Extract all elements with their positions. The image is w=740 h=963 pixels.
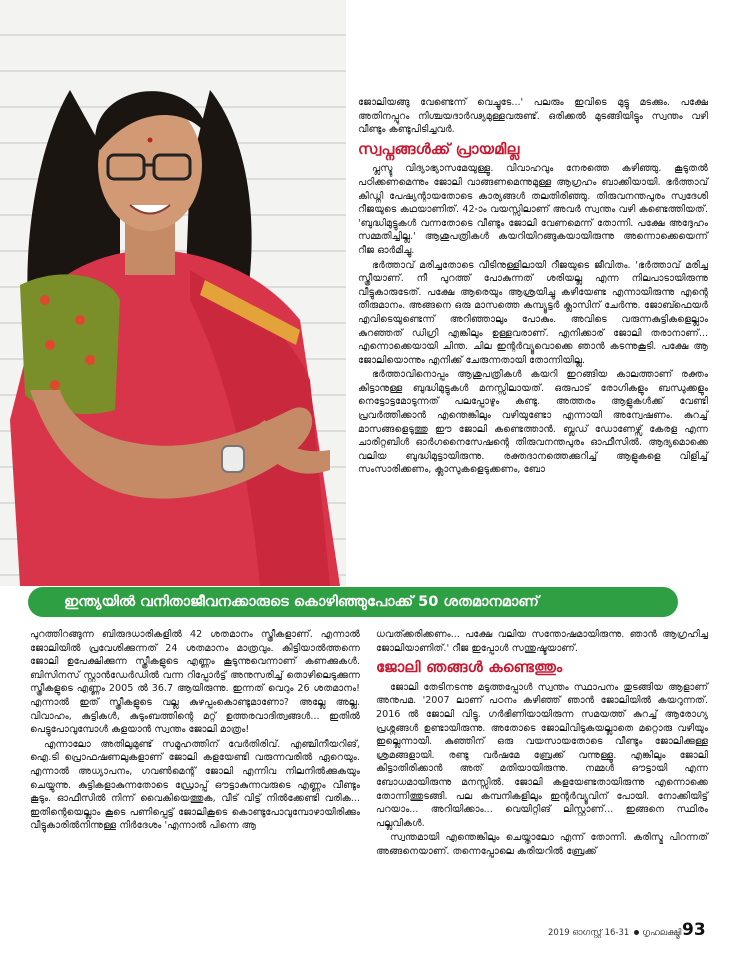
section-heading-dreams: സ്വപ്നങ്ങൾക്ക് പ്രായമില്ല — [358, 139, 520, 158]
paragraph: ഭർത്താവ് മരിച്ചതോടെ വീടിനുള്ളിലായി റീജയുടെ ജീവിതം. 'ഭർത്താവ് മരിച്ച സ്ത്രീയാണ്. നീ പുറത്ത് പോകുന്നത് ശരിയല്ല എന്ന നിലപാടായിരുന്നു വീട്ടുകാരുടേത്. പക്ഷേ ആരെയും ആശ്രയിച്ചു കഴിയേണ്ട എന്നായിരുന്നു എന്റെ തീരുമാനം. അങ്ങനെ ഒരു മാസത്തെ കമ്പ്യൂട്ടർ ക്ലാസിന് ചേർന്നു. ജോബ്ഫെയർ എവിടെയുണ്ടെന്ന് അറിഞ്ഞാലും പോകും. അവിടെ വരുന്നകുട്ടികളെല്ലാം കുറഞ്ഞത് ഡിഗ്രി എങ്കിലും ഉള്ളവരാണ്. എനിക്കാര് ജോലി തരാനാണ്... എന്നൊക്കെയായി ചിന്ത. ചില ഇന്റർവ്യൂവൊക്കെ ഞാൻ കടന്നുകൂടി. പക്ഷേ ആ ജോലിയൊന്നും എനിക്ക് ചേരുന്നതായി തോന്നിയില്ല. — [358, 259, 708, 366]
article-bottom-left-column — [30, 628, 360, 834]
article-right-column — [358, 96, 708, 478]
portrait-photo — [0, 0, 346, 586]
highlight-banner: ഇന്ത്യയിൽ വനിതാജീവനക്കാരുടെ കൊഴിഞ്ഞുപോക്ക് 50 ശതമാനമാണ് — [28, 587, 678, 617]
page-footer — [548, 928, 681, 938]
article-bottom-right-column — [376, 628, 708, 860]
paragraph: സ്വന്തമായി എന്തെങ്കിലും ചെയ്താലോ എന്ന് തോന്നി. കരിസ്മ പിറന്നത് അങ്ങനെയാണ്. തന്നെപ്പോലെ കരിയറിൽ ബ്രേക്ക് — [376, 832, 708, 857]
paragraph: ജോലി തേടിനടന്നു മടുത്തപ്പോൾ സ്വന്തം സ്ഥാപനം തുടങ്ങിയ ആളാണ് അനുപമ. '2007 ലാണ് പഠനം കഴിഞ്ഞ് ഞാൻ ജോലിയിൽ കയറുന്നത്. 2016 ൽ ജോലി വിട്ടു. ഗർഭിണിയായിരുന്ന സമയത്ത് കുറച്ച് ആരോഗ്യ പ്രശ്നങ്ങൾ ഉണ്ടായിരുന്നു. അതോടെ ജോലിവിടുകയല്ലാതെ മറ്റൊരു വഴിയും ഇല്ലെന്നായി. കുഞ്ഞിന് ഒരു വയസായതോടെ വീണ്ടും ജോലിക്കുള്ള ശ്രമങ്ങളായി. രണ്ടു വർഷമേ ബ്രേക്ക് വന്നുള്ളൂ. എങ്കിലും ജോലി കിട്ടാതിരിക്കാൻ അത് മതിയായിരുന്നു. നമ്മൾ ഔട്ടായി എന്ന ബോധമായിരുന്നു മനസ്സിൽ. ജോലി കളയേണ്ടതായിരുന്നു എന്നൊക്കെ തോന്നിത്തുടങ്ങി. പല കമ്പനികളിലും ഇന്റർവ്യൂവിന് പോയി. നോക്കിയിട്ട് പറയാം... അറിയിക്കാം... വെയിറ്റിങ് ലിസ്റ്റാണ്... ഇങ്ങനെ സ്ഥിരം പല്ലവികൾ. — [376, 681, 708, 829]
paragraph: പ്ലസ്ടു വിദ്യാഭ്യാസമേയുള്ളൂ. വിവാഹവും നേരത്തെ കഴിഞ്ഞു. കൂടുതൽ പഠിക്കണമെന്നും ജോലി വാങ്ങണമെന്നുമുള്ള ആഗ്രഹം ബാക്കിയായി. ഭർത്താവ് കിഡ്നി പേഷ്യന്റായതോടെ കാര്യങ്ങൾ തലതിരിഞ്ഞു. തിരുവനന്തപുരം സ്വദേശി റീജയുടെ കഥയാണിത്. 42-ാം വയസ്സിലാണ് അവർ സ്വന്തം വഴി കണ്ടെത്തിയത്. 'ബുദ്ധിമുട്ടുകൾ വന്നതോടെ വീണ്ടും ജോലി വേണമെന്ന് തോന്നി. പക്ഷേ അദ്ദേഹം സമ്മതിച്ചില്ല.' ആശുപത്രികൾ കയറിയിറങ്ങുകയായിരുന്നു അന്നൊക്കെയെന്ന് റീജ ഓർമിച്ചു. — [358, 163, 708, 256]
section-heading-jobs: ജോലി ഞങ്ങൾ കണ്ടെത്തും — [376, 658, 563, 677]
magazine-name: ഗൃഹലക്ഷ്മി — [642, 928, 682, 938]
paragraph: പുറത്തിറങ്ങുന്ന ബിരുദധാരികളിൽ 42 ശതമാനം സ്ത്രീകളാണ്. എന്നാൽ ജോലിയിൽ പ്രവേശിക്കുന്നത് 24 ശതമാനം മാത്രവും. കിട്ടിയാൽത്തന്നെ ജോലി ഉപേക്ഷിക്കുന്ന സ്ത്രീകളുടെ എണ്ണം കൂടുന്നുവെന്നാണ് കണക്കുകൾ. ബിസിനസ് സ്റ്റാൻഡേർഡിൽ വന്ന റിപ്പോർട്ട് അനുസരിച്ച് തൊഴിലെടുക്കുന്ന സ്ത്രീകളുടെ എണ്ണം 2005 ൽ 36.7 ആയിരുന്നു. ഇന്നത് വെറും 26 ശതമാനം! എന്നാൽ ഇത് സ്ത്രീകളുടെ വല്ല കുഴപ്പംകൊണ്ടുമാണോ? അല്ലേ അല്ല. വിവാഹം, കുട്ടികൾ, കുടുംബത്തിന്റെ മറ്റ് ഉത്തരവാദിത്വങ്ങൾ... ഇതിൽ പെട്ടുപോവുമ്പോൾ കളയാൻ സ്വന്തം ജോലി മാത്രം! — [30, 629, 360, 736]
paragraph: ജോലിയങ്ങു വേണ്ടെന്ന് വെച്ചൂടേ...' പലരും ഇവിടെ മുട്ടു മടക്കും. പക്ഷേ അതിനപ്പുറം നിശ്ചയദാർഢ്യമുള്ളവരുണ്ട്. ഒരിക്കൽ മുടങ്ങിയിട്ടും സ്വന്തം വഴി വീണ്ടും കണ്ടുപിടിച്ചവർ. — [358, 97, 708, 136]
paragraph: ധവത്ക്കരിക്കണം... പക്ഷേ വലിയ സന്തോഷമായിരുന്നു. ഞാൻ ആഗ്രഹിച്ച ജോലിയാണിത്.' റീജ ഇപ്പോൾ സന്തുഷ്ടയാണ്. — [376, 629, 708, 654]
page-number: 93 — [682, 920, 706, 940]
issue-date: 2019 ഓഗസ്റ്റ് 16-31 — [548, 928, 630, 938]
bullet-icon — [634, 930, 639, 935]
paragraph: ഭർത്താവിനൊപ്പം ആശുപത്രികൾ കയറി ഇറങ്ങിയ കാലത്താണ് രക്തം കിട്ടാനുള്ള ബുദ്ധിമുട്ടുകൾ മനസ്സിലായത്. ഒരുപാട് രോഗികളും ബന്ധുക്കളും നെട്ടോട്ടമോടുന്നത് പലപ്പോഴും കണ്ടു. അത്തരം ആളുകൾക്ക് വേണ്ടി പ്രവർത്തിക്കാൻ എന്തെങ്കിലും വഴിയുണ്ടോ എന്നായി അന്വേഷണം. കുറച്ച് മാസങ്ങളെടുത്തു ഈ ജോലി കണ്ടെത്താൻ. ബ്ലഡ് ഡോണേഴ്സ് കേരള എന്ന ചാരിറ്റബിൾ ഓർഗനൈസേഷന്റെ തിരുവനന്തപുരം ഓഫീസിൽ. ആദ്യമൊക്കെ വലിയ ബുദ്ധിമുട്ടായിരുന്നു. രക്തദാനത്തെക്കുറിച്ച് ആളുകളെ വിളിച്ച് സംസാരിക്കണം, ക്ലാസുകളെടുക്കണം, ബോ — [358, 369, 708, 476]
portrait-illustration — [0, 0, 346, 586]
paragraph: എന്നാലോ അതിലുമുണ്ട് സമൂഹത്തിന് വേർതിരിവ്. എഞ്ചിനീയറിങ്, ഐ.ടി പ്രൊഫഷണലുകളാണ് ജോലി കളയേണ്ടി വരുന്നവരിൽ ഏറെയും. എന്നാൽ അധ്യാപനം, ഗവൺമെന്റ് ജോലി എന്നിവ നിലനിൽക്കുകയും ചെയ്യുന്നു. കുട്ടികളാകുന്നതോടെ ഡ്രോപ്പ് ഔട്ടാകുന്നവരുടെ എണ്ണം വീണ്ടും കൂടും. ഓഫീസിൽ നിന്ന് വൈകിയെത്തുക, വീട് വിട്ട് നിൽക്കേണ്ടി വരിക... ഇതിന്റെയെല്ലാം കൂടെ പണിപ്പെട്ട് ജോലികൂടെ കൊണ്ടുപോവുമ്പോഴായിരിക്കും വീട്ടുകാരിൽനിന്നുള്ള നിർദേശം 'എന്നാൽ പിന്നെ ആ — [30, 738, 360, 832]
